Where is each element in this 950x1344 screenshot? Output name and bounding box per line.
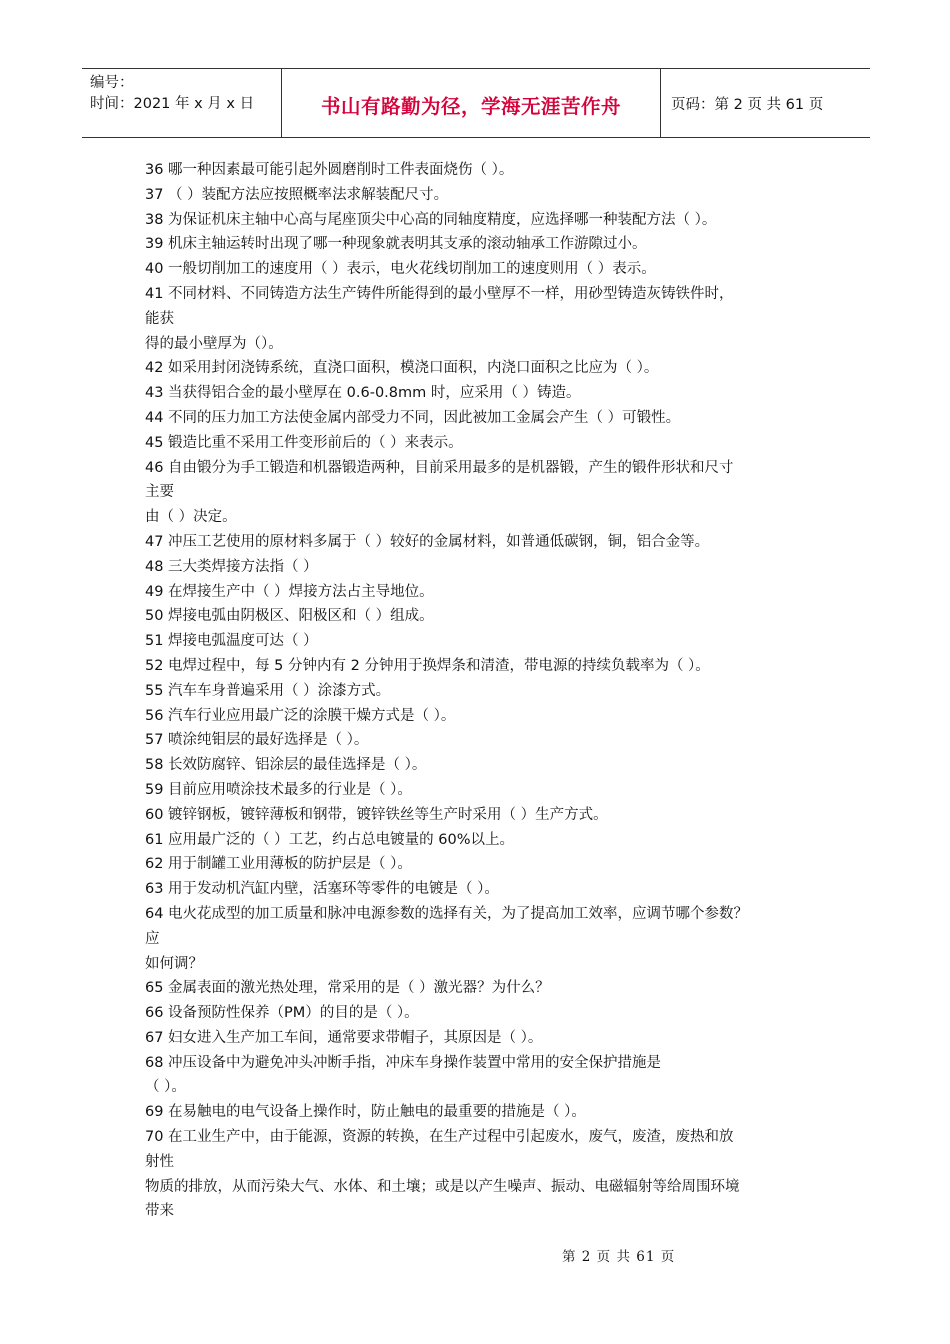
text-line: 45 锻造比重不采用工件变形前后的（ ）来表示。 <box>145 434 463 451</box>
text-line: 49 在焊接生产中（ ）焊接方法占主导地位。 <box>145 583 434 600</box>
text-line: 56 汽车行业应用最广泛的涂膜干燥方式是（ ）。 <box>145 707 456 724</box>
text-line: 41 不同材料、不同铸造方法生产铸件所能得到的最小壁厚不一样，用砂型铸造灰铸铁件时， <box>145 285 734 302</box>
text-line: 51 焊接电弧温度可达（ ） <box>145 633 318 650</box>
text-line: 38 为保证机床主轴中心高与尾座顶尖中心高的同轴度精度，应选择哪一种装配方法（ ）。 <box>145 211 717 228</box>
text-line: （ ）。 <box>145 1079 186 1096</box>
text-line: 70 在工业生产中，由于能源，资源的转换，在生产过程中引起废水，废气，废渣，废热和放 <box>145 1129 734 1146</box>
text-line: 58 长效防腐锌、铝涂层的最佳选择是（ ）。 <box>145 757 427 774</box>
page-header <box>82 68 870 138</box>
text-line: 43 当获得铝合金的最小壁厚在 0.6-0.8mm 时，应采用（ ）铸造。 <box>145 385 581 402</box>
header-motto: 书山有路勤为径，学海无涯苦作舟 <box>320 95 621 118</box>
document-date-label: 时间：2021 年 x 月 x 日 <box>90 96 255 112</box>
text-line: 68 冲压设备中为避免冲头冲断手指，冲床车身操作装置中常用的安全保护措施是 <box>145 1054 662 1071</box>
text-line: 62 用于制罐工业用薄板的防护层是（ ）。 <box>145 856 412 873</box>
text-line: 55 汽车车身普遍采用（ ）涂漆方式。 <box>145 682 391 699</box>
text-line: 69 在易触电的电气设备上操作时，防止触电的最重要的措施是（ ）。 <box>145 1104 586 1121</box>
text-line: 47 冲压工艺使用的原材料多属于（ ）较好的金属材料，如普通低碳钢，铜，铝合金等。 <box>145 533 710 550</box>
text-line: 63 用于发动机汽缸内壁，活塞环等零件的电镀是（ ）。 <box>145 881 499 898</box>
text-line: 64 电火花成型的加工质量和脉冲电源参数的选择有关，为了提高加工效率，应调节哪个参数？ <box>145 905 749 922</box>
text-line: 57 喷涂纯钼层的最好选择是（ ）。 <box>145 732 369 749</box>
text-line: 得的最小壁厚为（）。 <box>145 335 283 352</box>
page-footer: 第 2 页 共 61 页 <box>562 1249 676 1265</box>
text-line: 应 <box>145 930 160 947</box>
text-line: 40 一般切削加工的速度用（ ）表示，电火花线切削加工的速度则用（ ）表示。 <box>145 261 656 278</box>
text-line: 42 如采用封闭浇铸系统，直浇口面积，模浇口面积，内浇口面积之比应为（ ）。 <box>145 360 659 377</box>
text-line: 44 不同的压力加工方法使金属内部受力不同，因此被加工金属会产生（ ）可锻性。 <box>145 409 681 426</box>
text-line: 如何调？ <box>145 955 203 972</box>
header-page-info: 页码：第 2 页 共 61 页 <box>671 96 824 113</box>
text-line: 66 设备预防性保养（PM）的目的是（ ）。 <box>145 1005 419 1022</box>
document-number-label: 编号： <box>90 75 134 91</box>
header-motto-cell <box>282 69 661 137</box>
question-list <box>145 158 805 1224</box>
text-line: 65 金属表面的激光热处理，常采用的是（ ）激光器？为什么？ <box>145 980 550 997</box>
text-line: 射性 <box>145 1153 174 1170</box>
text-line: 61 应用最广泛的（ ）工艺，约占总电镀量的 60%以上。 <box>145 831 515 848</box>
text-line: 59 目前应用喷涂技术最多的行业是（ ）。 <box>145 781 412 798</box>
text-line: 36 哪一种因素最可能引起外圆磨削时工件表面烧伤（ ）。 <box>145 162 514 178</box>
text-line: 带来 <box>145 1203 174 1220</box>
text-line: 由（ ）决定。 <box>145 509 237 526</box>
text-line: 37 （ ）装配方法应按照概率法求解装配尺寸。 <box>145 186 449 203</box>
header-meta <box>82 69 282 137</box>
text-line: 52 电焊过程中，每 5 分钟内有 2 分钟用于换焊条和清渣，带电源的持续负载率为（ ）。 <box>145 657 710 674</box>
text-line: 能获 <box>145 310 174 327</box>
text-line: 主要 <box>145 484 174 501</box>
text-line: 物质的排放，从而污染大气、水体、和土壤；或是以产生噪声、振动、电磁辐射等给周围环境 <box>145 1178 740 1195</box>
text-line: 48 三大类焊接方法指（ ） <box>145 558 318 575</box>
text-line: 50 焊接电弧由阴极区、阳极区和（ ）组成。 <box>145 608 434 625</box>
text-line: 46 自由锻分为手工锻造和机器锻造两种，目前采用最多的是机器锻，产生的锻件形状和尺寸 <box>145 459 734 476</box>
text-line: 67 妇女进入生产加工车间，通常要求带帽子，其原因是（ ）。 <box>145 1029 543 1046</box>
text-line: 60 镀锌钢板，镀锌薄板和钢带，镀锌铁丝等生产时采用（ ）生产方式。 <box>145 806 608 823</box>
text-line: 39 机床主轴运转时出现了哪一种现象就表明其支承的滚动轴承工作游隙过小。 <box>145 236 647 253</box>
